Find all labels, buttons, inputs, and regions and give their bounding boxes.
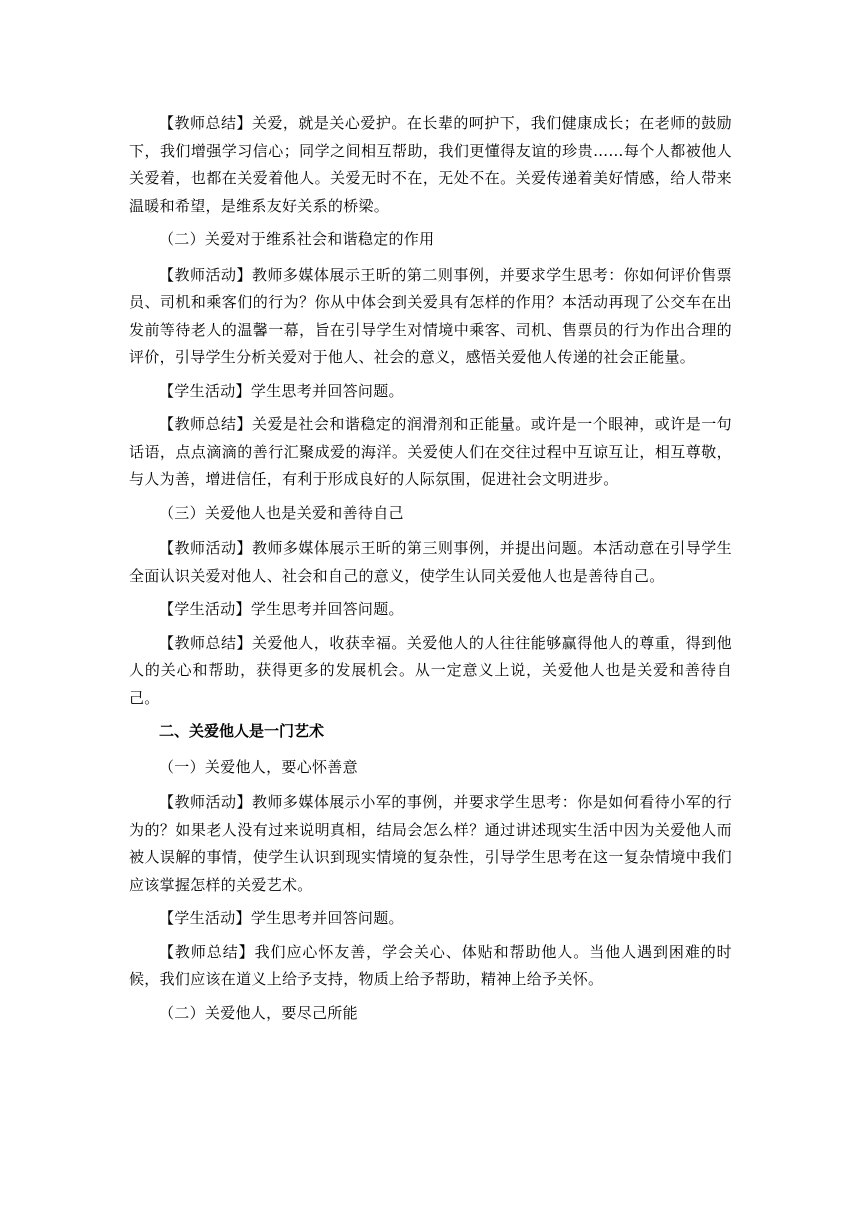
paragraph-tag: 【教师总结】 bbox=[159, 633, 252, 652]
section-heading bbox=[129, 718, 732, 746]
paragraph-text: 学生思考并回答问题。 bbox=[250, 381, 404, 400]
subsection-text: （三）关爱他人也是关爱和善待自己 bbox=[159, 503, 404, 522]
paragraph-teacher-activity bbox=[129, 262, 732, 372]
subsection-heading bbox=[129, 226, 732, 254]
paragraph-teacher-summary bbox=[129, 110, 732, 220]
subsection-heading bbox=[129, 1000, 732, 1028]
paragraph-text: 学生思考并回答问题。 bbox=[250, 909, 404, 927]
paragraph-tag: 【学生活动】 bbox=[159, 909, 251, 927]
paragraph-tag: 【教师总结】 bbox=[159, 942, 255, 961]
subsection-heading bbox=[129, 754, 732, 782]
paragraph-text: 关爱是社会和谐稳定的润滑剂和正能量。或许是一个眼神，或许是一句话语，点点滴滴的善行汇聚成爱的海洋。关爱使人们在交往过程中互谅互让，相互尊敬，与人为善，增进信任，有利于形成良好的人际氛围，促进社会文明进步。 bbox=[129, 415, 732, 488]
paragraph-text: 学生思考并回答问题。 bbox=[250, 600, 404, 618]
paragraph-teacher-summary bbox=[129, 411, 732, 494]
paragraph-tag: 【学生活动】 bbox=[159, 381, 251, 400]
paragraph-tag: 【教师总结】 bbox=[159, 114, 252, 132]
paragraph-student-activity bbox=[129, 378, 732, 406]
subsection-text: （二）关爱他人，要尽己所能 bbox=[159, 1003, 358, 1022]
paragraph-tag: 【教师活动】 bbox=[159, 793, 252, 811]
paragraph-student-activity bbox=[129, 596, 732, 624]
paragraph-text: 关爱，就是关心爱护。在长辈的呵护下，我们健康成长；在老师的鼓励下，我们增强学习信心；同学之间相互帮助，我们更懂得友谊的珍贵……每个人都被他人关爱着，也都在关爱着他人。关爱无时不在，无处不在。关爱传递着美好情感，给人带来温暖和希望，是维系友好关系的桥梁。 bbox=[129, 114, 732, 215]
paragraph-text: 我们应心怀友善，学会关心、体贴和帮助他人。当他人遇到困难的时候，我们应该在道义上给予支持，物质上给予帮助，精神上给予关怀。 bbox=[129, 942, 732, 988]
paragraph-text: 关爱他人，收获幸福。关爱他人的人往往能够赢得他人的尊重，得到他人的关心和帮助，获得更多的发展机会。从一定意义上说，关爱他人也是关爱和善待自己。 bbox=[129, 633, 732, 707]
paragraph-tag: 【教师活动】 bbox=[159, 265, 252, 284]
paragraph-tag: 【教师活动】 bbox=[159, 539, 252, 557]
paragraph-text: 教师多媒体展示王昕的第三则事例，并提出问题。本活动意在引导学生全面认识关爱对他人、社会和自己的意义，使学生认同关爱他人也是善待自己。 bbox=[129, 539, 732, 585]
paragraph-teacher-activity bbox=[129, 535, 732, 590]
paragraph-teacher-summary bbox=[129, 939, 732, 994]
paragraph-teacher-activity bbox=[129, 789, 732, 899]
subsection-text: （一）关爱他人，要心怀善意 bbox=[159, 757, 358, 776]
paragraph-student-activity bbox=[129, 905, 732, 933]
subsection-heading bbox=[129, 500, 732, 528]
paragraph-tag: 【教师总结】 bbox=[159, 415, 252, 433]
section-heading-text: 二、关爱他人是一门艺术 bbox=[159, 722, 325, 740]
paragraph-text: 教师多媒体展示王昕的第二则事例，并要求学生思考：你如何评价售票员、司机和乘客们的行为？你从中体会到关爱具有怎样的作用？本活动再现了公交车在出发前等待老人的温馨一幕，旨在引导学生对情境中乘客、司机、售票员的行为作出合理的评价，引导学生分析关爱对于他人、社会的意义，感悟关爱他人传递的社会正能量。 bbox=[129, 265, 732, 366]
paragraph-tag: 【学生活动】 bbox=[159, 600, 251, 618]
paragraph-teacher-summary bbox=[129, 630, 732, 713]
subsection-text: （二）关爱对于维系社会和谐稳定的作用 bbox=[159, 230, 435, 248]
paragraph-text: 教师多媒体展示小军的事例，并要求学生思考：你是如何看待小军的行为的？如果老人没有过来说明真相，结局会怎么样？通过讲述现实生活中因为关爱他人而被人误解的事情，使学生认识到现实情境的复杂性，引导学生思考在这一复杂情境中我们应该掌握怎样的关爱艺术。 bbox=[129, 793, 732, 894]
